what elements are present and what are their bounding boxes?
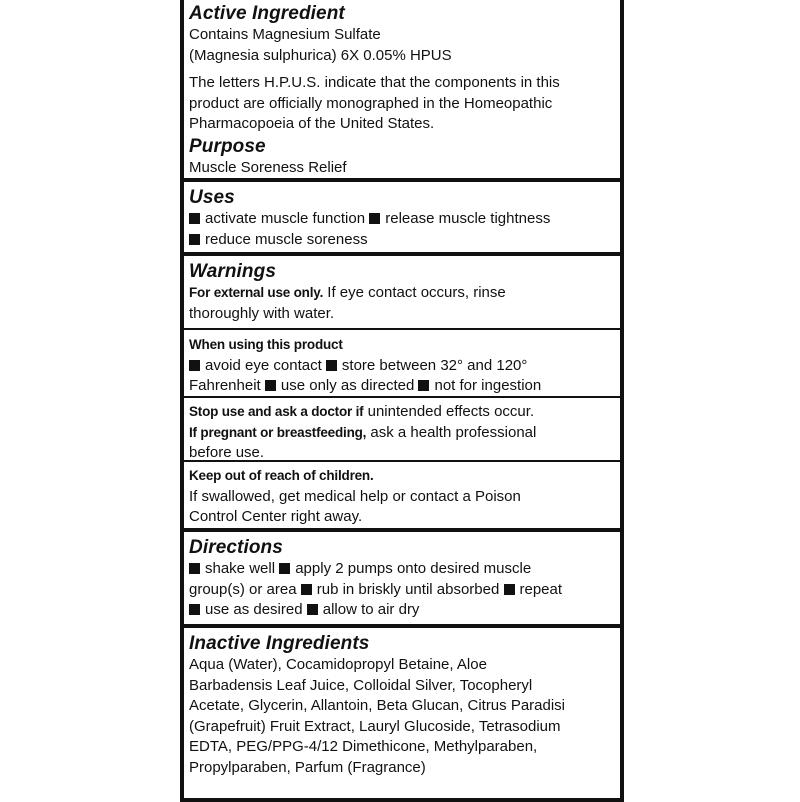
uses-line <box>189 209 614 230</box>
hpus-note-line: Pharmacopoeia of the United States. <box>189 115 435 132</box>
keep-out-section <box>184 464 620 532</box>
when-using-line <box>189 356 614 377</box>
directions-section <box>184 536 620 628</box>
inactive-ingredients-line: Barbadensis Leaf Juice, Colloidal Silver, Tocopheryl <box>189 676 533 694</box>
uses-item: activate muscle function <box>205 210 366 227</box>
bullet-square-icon <box>189 360 200 371</box>
uses-item: release muscle tightness <box>385 210 551 227</box>
bullet-square-icon <box>307 604 318 615</box>
active-ingredient-line: (Magnesia sulphurica) 6X 0.05% HPUS <box>189 46 452 64</box>
drug-facts-panel <box>180 0 624 802</box>
hpus-note-line: product are officially monographed in the Homeopathic <box>189 94 553 112</box>
inactive-ingredients-line: EDTA, PEG/PPG-4/12 Dimethicone, Methylparaben, <box>189 738 538 755</box>
inactive-ingredients-section <box>184 632 620 802</box>
directions-heading: Directions <box>189 537 283 558</box>
directions-item: group(s) or area <box>189 580 297 598</box>
external-use-line-2: thoroughly with water. <box>189 304 335 322</box>
directions-item: rub in briskly until absorbed <box>316 580 500 598</box>
directions-line <box>189 580 614 601</box>
stop-use-bold: Stop use and ask a doctor if <box>189 404 364 419</box>
inactive-ingredients-line: (Grapefruit) Fruit Extract, Lauryl Glucoside, Tetrasodium <box>189 717 561 735</box>
directions-item: shake well <box>205 560 276 577</box>
bullet-square-icon <box>189 604 200 615</box>
keep-out-heading: Keep out of reach of children. <box>189 468 374 483</box>
directions-item: use as desired <box>205 601 303 618</box>
when-using-heading: When using this product <box>189 337 343 352</box>
pregnant-bold: If pregnant or breastfeeding, <box>189 424 367 440</box>
inactive-ingredients-line: Aqua (Water), Cocamidopropyl Betaine, Aloe <box>189 656 487 673</box>
directions-item: allow to air dry <box>322 601 420 618</box>
directions-line <box>189 559 614 580</box>
when-using-item: not for ingestion <box>434 377 542 394</box>
bullet-square-icon <box>279 563 290 574</box>
keep-out-line: If swallowed, get medical help or contact a Poison <box>189 487 521 505</box>
bullet-square-icon <box>189 213 200 224</box>
purpose-text: Muscle Soreness Relief <box>189 158 347 176</box>
when-using-item: Fahrenheit <box>189 377 261 394</box>
directions-item: apply 2 pumps onto desired muscle <box>295 560 532 577</box>
bullet-square-icon <box>265 380 276 391</box>
bullet-square-icon <box>189 234 200 245</box>
pregnant-text: ask a health professional <box>366 423 537 441</box>
bullet-square-icon <box>301 584 312 595</box>
bullet-square-icon <box>418 380 429 391</box>
bullet-square-icon <box>504 584 515 595</box>
stop-use-line <box>189 402 614 423</box>
directions-line <box>189 600 614 621</box>
when-using-item: use only as directed <box>280 377 415 394</box>
uses-item: reduce muscle soreness <box>205 230 368 248</box>
external-use-bold: For external use only. <box>189 285 324 300</box>
active-ingredient-heading: Active Ingredient <box>189 3 345 24</box>
keep-out-line: Control Center right away. <box>189 508 363 525</box>
active-ingredient-line: Contains Magnesium Sulfate <box>189 26 381 43</box>
warnings-heading: Warnings <box>189 261 277 282</box>
when-using-item: store between 32° and 120° <box>341 356 528 374</box>
external-use-text: If eye contact occurs, rinse <box>323 284 506 301</box>
external-use-line <box>189 283 614 304</box>
bullet-square-icon <box>189 563 200 574</box>
uses-line <box>189 230 614 251</box>
uses-heading: Uses <box>189 187 235 208</box>
inactive-ingredients-line: Acetate, Glycerin, Allantoin, Beta Glucan, Citrus Paradisi <box>189 697 566 714</box>
purpose-heading: Purpose <box>189 135 266 157</box>
pregnant-line-2: before use. <box>189 444 265 461</box>
stop-use-section <box>184 400 620 462</box>
directions-item: repeat <box>519 580 563 598</box>
active-ingredient-section <box>184 2 620 182</box>
when-using-line <box>189 376 614 397</box>
bullet-square-icon <box>326 360 337 371</box>
when-using-item: avoid eye contact <box>205 356 322 374</box>
stop-use-text: unintended effects occur. <box>363 403 535 420</box>
uses-section <box>184 186 620 256</box>
pregnant-line <box>189 423 614 444</box>
when-using-section <box>184 332 620 398</box>
inactive-ingredients-heading: Inactive Ingredients <box>189 633 370 654</box>
inactive-ingredients-line: Propylparaben, Parfum (Fragrance) <box>189 758 426 776</box>
hpus-note-line: The letters H.P.U.S. indicate that the components in this <box>189 74 560 91</box>
warnings-section <box>184 260 620 330</box>
bullet-square-icon <box>369 213 380 224</box>
